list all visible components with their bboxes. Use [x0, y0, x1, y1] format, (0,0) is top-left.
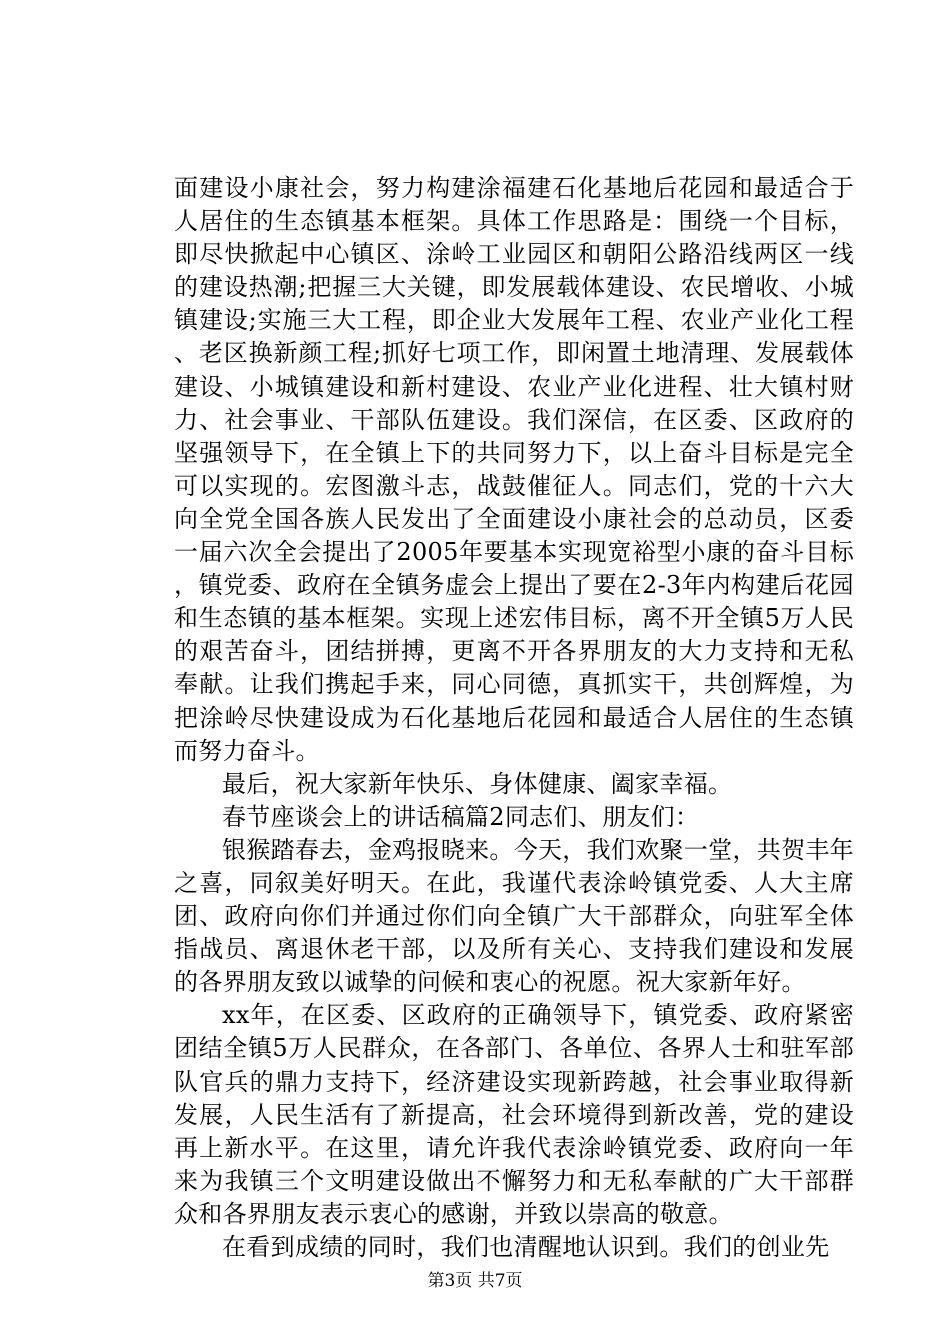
body-text [174, 172, 854, 1264]
paragraph-2: 最后，祝大家新年快乐、身体健康、阖家幸福。 [222, 769, 733, 798]
page-number: 第3页 共7页 [427, 1271, 523, 1291]
paragraph-5: xx年，在区委、区政府的正确领导下，镇党委、政府紧密团结全镇5万人民群众，在各部门、各单位、各界人士和驻军部队官兵的鼎力支持下，经济建设实现新跨越，社会事业取得新发展，人民生活有了新提高，社会环境得到新改善，党的建设再上新水平。在这里，请允许我代表涂岭镇党委、政府向一年来为我镇三个文明建设做出不懈努力和无私奉献的广大干部群众和各界朋友表示衷心的感谢，并致以崇高的敬意。 [174, 1001, 854, 1228]
paragraph-6: 在看到成绩的同时，我们也清醒地认识到。我们的创业先 [222, 1233, 830, 1261]
paragraph-3: 春节座谈会上的讲话稿篇2同志们、朋友们： [222, 802, 700, 831]
paragraph-1: 面建设小康社会，努力构建涂福建石化基地后花园和最适合于人居住的生态镇基本框架。具体工作思路是：围绕一个目标，即尽快掀起中心镇区、涂岭工业园区和朝阳公路沿线两区一线的建设热潮;把握三大关键，即发展载体建设、农民增收、小城镇建设;实施三大工程，即企业大发展年工程、农业产业化工程、老区换新颜工程;抓好七项工作，即闲置土地清理、发展载体建设、小城镇建设和新村建设、农业产业化进程、壮大镇村财力、社会事业、干部队伍建设。我们深信，在区委、区政府的坚强领导下，在全镇上下的共同努力下，以上奋斗目标是完全可以实现的。宏图激斗志，战鼓催征人。同志们，党的十六大向全党全国各族人民发出了全面建设小康社会的总动员，区委一届六次全会提出了2005年要基本实现宽裕型小康的奋斗目标，镇党委、政府在全镇务虚会上提出了要在2-3年内构建后花园和生态镇的基本框架。实现上述宏伟目标，离不开全镇5万人民的艰苦奋斗，团结拼搏，更离不开各界朋友的大力支持和无私奉献。让我们携起手来，同心同德，真抓实干，共创辉煌，为把涂岭尽快建设成为石化基地后花园和最适合人居住的生态镇而努力奋斗。 [174, 174, 854, 765]
page-footer [0, 1271, 950, 1291]
paragraph-4: 银猴踏春去，金鸡报晓来。今天，我们欢聚一堂，共贺丰年之喜，同叙美好明天。在此，我谨代表涂岭镇党委、人大主席团、政府向你们并通过你们向全镇广大干部群众，向驻军全体指战员、离退休老干部，以及所有关心、支持我们建设和发展的各界朋友致以诚挚的问候和衷心的祝愿。祝大家新年好。 [174, 835, 854, 997]
